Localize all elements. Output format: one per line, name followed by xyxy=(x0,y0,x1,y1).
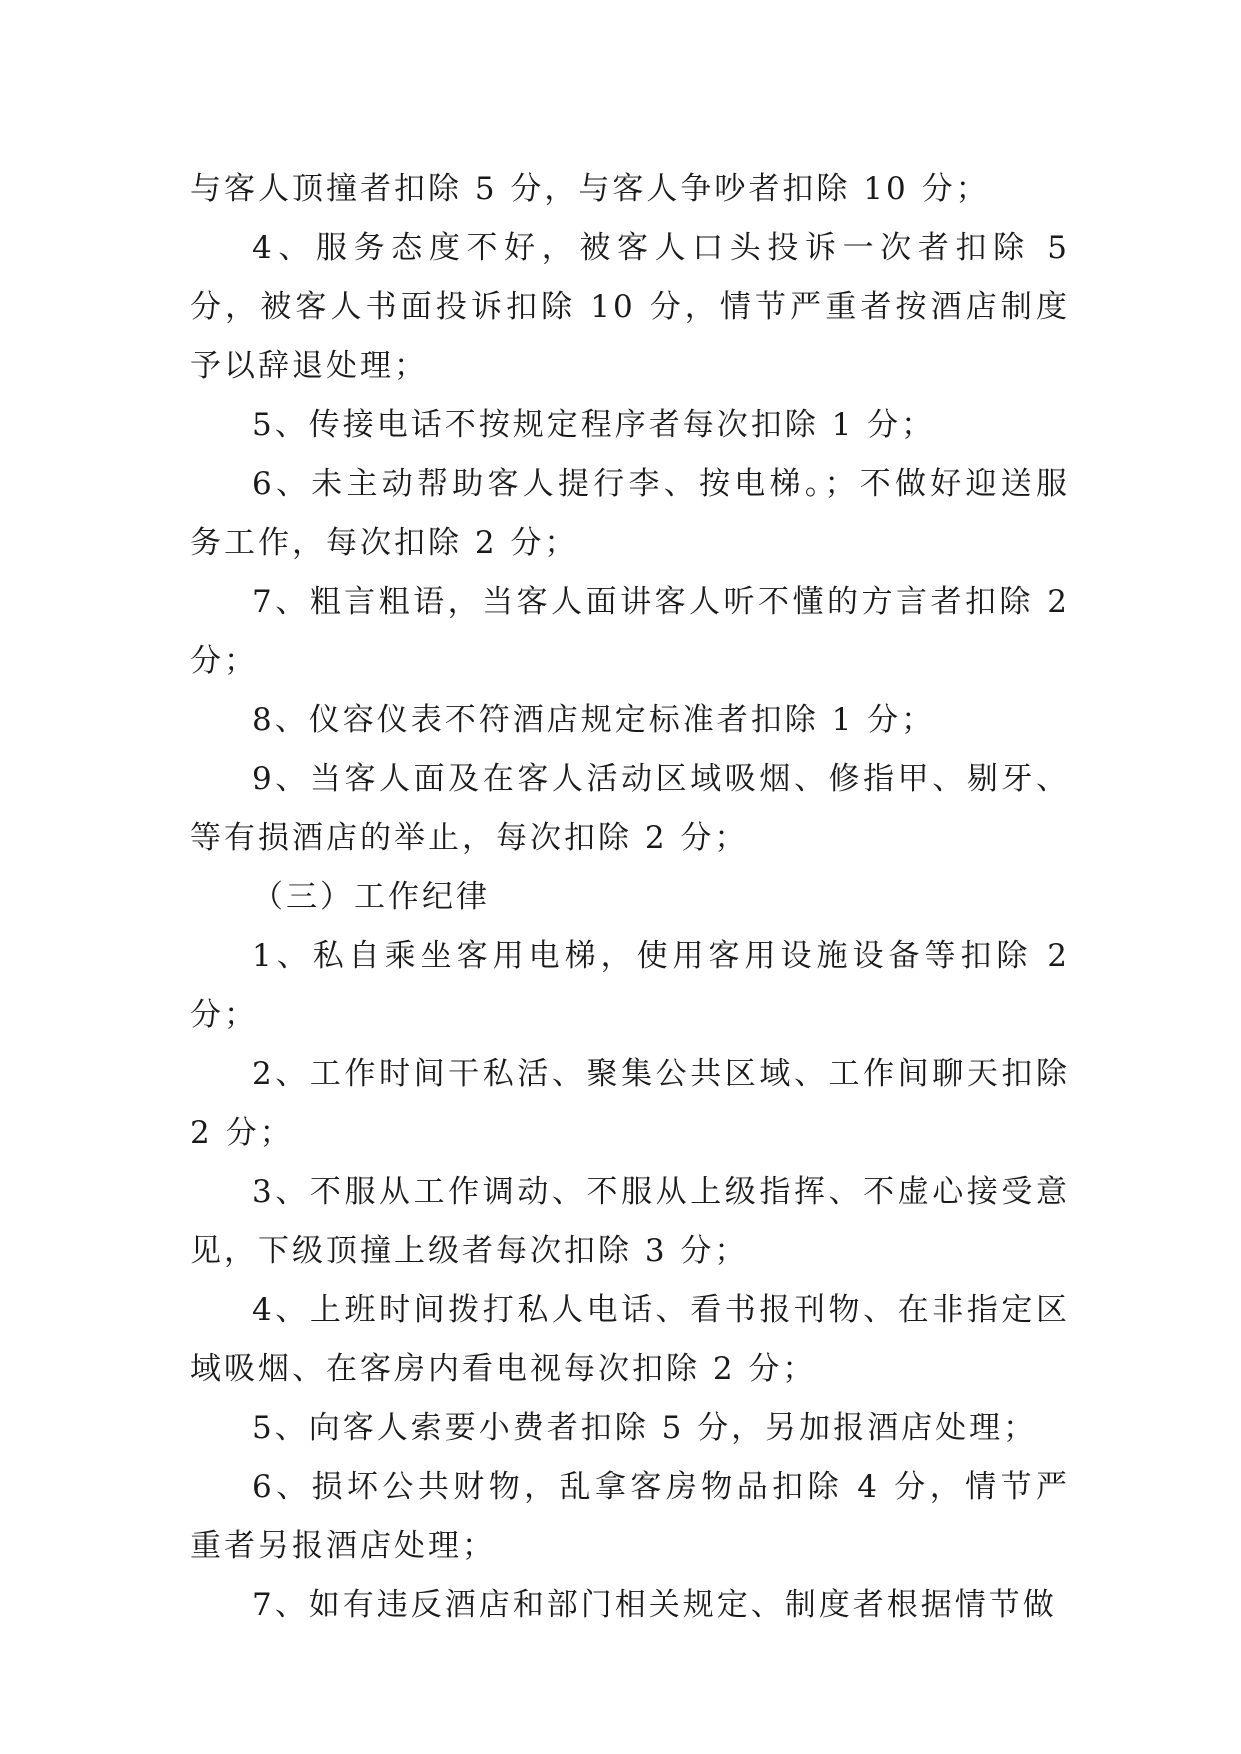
rule-item-private-work: 2、工作时间干私活、聚集公共区域、工作间聊天扣除 2 分； xyxy=(190,1056,1070,1151)
rule-item-smoking-manners: 9、当客人面及在客人活动区域吸烟、修指甲、剔牙、等有损酒店的举止，每次扣除 2 分； xyxy=(190,761,1070,856)
document-body xyxy=(190,160,1070,1635)
rule-item-luggage-elevator: 6、未主动帮助客人提行李、按电梯。；不做好迎送服务工作，每次扣除 2 分； xyxy=(190,466,1070,561)
rule-item-other-violations: 7、如有违反酒店和部门相关规定、制度者根据情节做 xyxy=(252,1587,1057,1623)
section-heading-work-discipline: （三）工作纪律 xyxy=(252,879,490,915)
rule-item-service-attitude: 4、服务态度不好，被客人口头投诉一次者扣除 5 分，被客人书面投诉扣除 10 分，情节严重者按酒店制度予以辞退处理； xyxy=(190,230,1070,384)
rule-item-appearance: 8、仪容仪表不符酒店规定标准者扣除 1 分； xyxy=(252,702,936,738)
paragraph-continuation: 与客人顶撞者扣除 5 分，与客人争吵者扣除 10 分； xyxy=(190,171,990,207)
rule-item-phone-procedure: 5、传接电话不按规定程序者每次扣除 1 分； xyxy=(252,407,936,443)
rule-item-guest-elevator: 1、私自乘坐客用电梯，使用客用设施设备等扣除 2 分； xyxy=(190,938,1070,1033)
rule-item-tips: 5、向客人索要小费者扣除 5 分，另加报酒店处理； xyxy=(252,1410,1038,1446)
rule-item-insubordination: 3、不服从工作调动、不服从上级指挥、不虚心接受意见，下级顶撞上级者每次扣除 3 分； xyxy=(190,1174,1070,1269)
rule-item-rude-language: 7、粗言粗语，当客人面讲客人听不懂的方言者扣除 2 分； xyxy=(190,584,1070,679)
rule-item-property-damage: 6、损坏公共财物，乱拿客房物品扣除 4 分，情节严重者另报酒店处理； xyxy=(190,1469,1070,1564)
rule-item-private-calls: 4、上班时间拨打私人电话、看书报刊物、在非指定区域吸烟、在客房内看电视每次扣除 2 分； xyxy=(190,1292,1070,1387)
